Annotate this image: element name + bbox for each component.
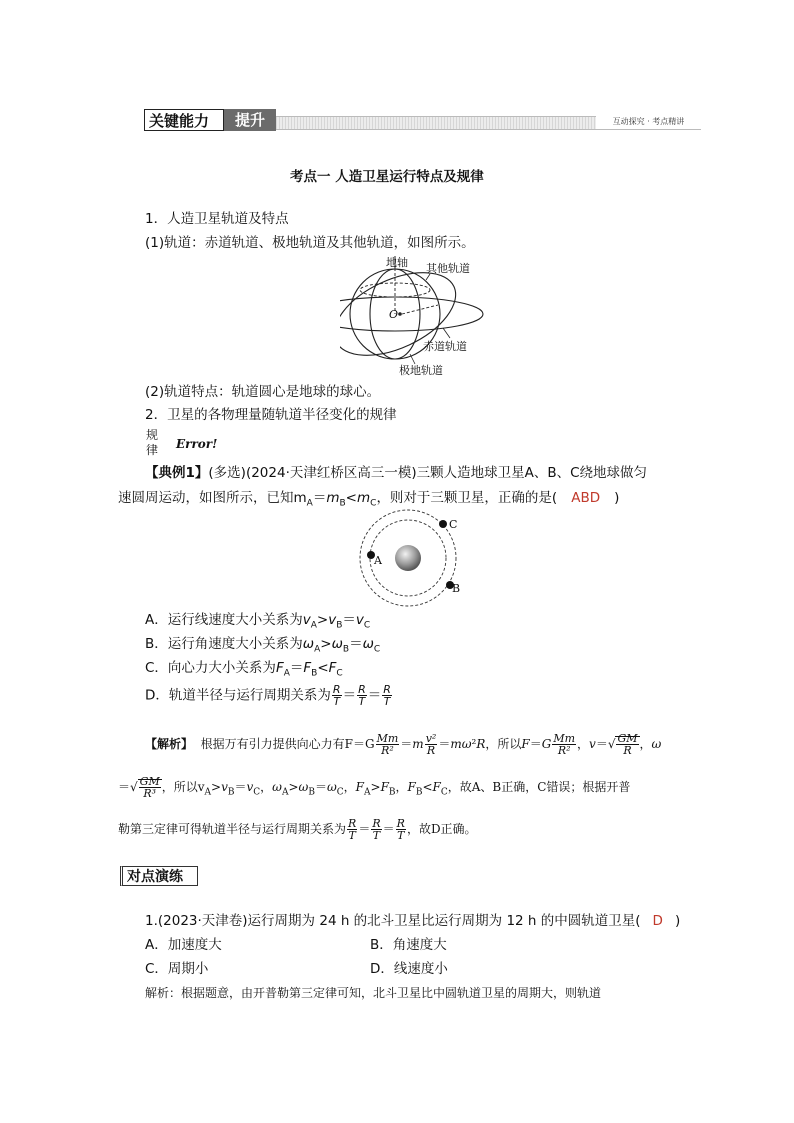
- practice-opt-a: A．加速度大: [145, 937, 222, 953]
- practice-title: 对点演练: [120, 866, 198, 886]
- practice-opt-b: B．角速度大: [370, 937, 447, 953]
- rule-char-1: 规: [146, 428, 159, 442]
- practice-q1: 1.(2023·天津卷)运行周期为 24 h 的北斗卫星比运行周期为 12 h 的中圆轨道卫星( D ): [145, 913, 681, 929]
- practice-opt-d: D．线速度小: [370, 961, 448, 977]
- example-line1: [145, 464, 647, 482]
- header-right-label: 互动探究 · 考点精讲: [596, 115, 701, 129]
- section-title: 考点一 人造卫星运行特点及规律: [290, 169, 484, 185]
- header-badge: 提升: [224, 109, 276, 131]
- figure2-label-b: B: [452, 582, 461, 595]
- example-text2: 速圆周运动，如图所示，已知m: [118, 490, 307, 506]
- figure2-label-c: C: [449, 518, 458, 531]
- satellite-c: [439, 520, 447, 528]
- option-a: A．运行线速度大小关系为$v_A>v_B=v_C$: [145, 612, 371, 631]
- example-text1: (多选)(2024·天津红桥区高三一模)三颗人造地球卫星A、B、C绕地球做匀: [208, 465, 648, 481]
- header-title: 关键能力: [144, 109, 224, 131]
- figure1-label-polar: 极地轨道: [399, 364, 443, 377]
- option-c: C．向心力大小关系为$F_A=F_B<F_C$: [145, 660, 343, 679]
- figure1-label-axis: 地轴: [386, 256, 408, 269]
- figure1-label-center: O: [389, 308, 399, 321]
- practice-q1-answer: D: [652, 913, 663, 929]
- error-text: Error!: [176, 437, 218, 451]
- option-d: D．轨道半径与运行周期关系为 $\frac{R}{T}$ ＝ $\frac{R}{T}$ ＝ $\frac{R}{T}$: [145, 683, 391, 708]
- example-tag: 【典例1】: [145, 465, 209, 481]
- p1-heading: 1．人造卫星轨道及特点: [145, 211, 289, 227]
- figure1-label-other: 其他轨道: [426, 262, 470, 275]
- p2-heading: 2．卫星的各物理量随轨道半径变化的规律: [145, 407, 397, 423]
- figure2-label-a: A: [374, 554, 382, 567]
- analysis-line2: ＝√ $\frac{GM}{\text{R³}}$ ，所以$v_A>v_B=v_C$，$\omega_A>\omega_B=\omega_C$，$F_A>F_B$，$F_B<F_C$，故A、B正确，C错误；根据开普: [118, 775, 631, 800]
- rule-char-2: 律: [146, 443, 159, 457]
- analysis-tag: 【解析】: [145, 737, 194, 751]
- p1-line2: (2)轨道特点：轨道圆心是地球的球心。: [145, 384, 381, 400]
- practice-analysis: 解析：根据题意，由开普勒第三定律可知，北斗卫星比中圆轨道卫星的周期大，则轨道: [145, 986, 602, 1000]
- example-line2: 速圆周运动，如图所示，已知$m_A=m_B<m_C$，则对于三颗卫星，正确的是( ABD ): [118, 490, 620, 509]
- practice-opt-c: C．周期小: [145, 961, 209, 977]
- option-b: B．运行角速度大小关系为$\omega_A>\omega_B=\omega_C$: [145, 636, 381, 655]
- p1-line1: (1)轨道：赤道轨道、极地轨道及其他轨道，如图所示。: [145, 235, 475, 251]
- figure1-label-equator: 赤道轨道: [423, 340, 467, 353]
- analysis-line1: 【解析】 根据万有引力提供向心力有F＝G $\frac{Mm}{\text{R²}}$ ＝m $\frac{\text{v²}}{R}$ ＝mω²R，所以F＝G $\frac{Mm}{\text{R²}}$ ，v＝√ $\frac{GM}{R}$ ，ω: [145, 732, 662, 757]
- analysis-line3: 勒第三定律可得轨道半径与运行周期关系为 $\frac{R}{T}$ ＝ $\frac{R}{T}$ ＝ $\frac{R}{T}$ ，故D正确。: [118, 817, 477, 842]
- example-answer: ABD: [571, 490, 601, 506]
